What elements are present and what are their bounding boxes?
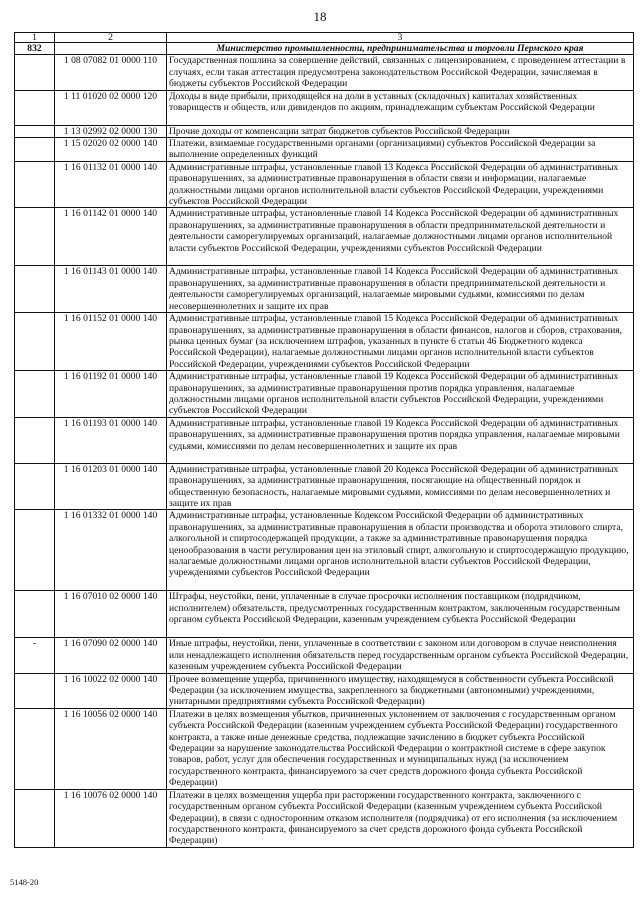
- table-row: [15, 463, 634, 510]
- table-row: [15, 208, 634, 266]
- row-mark-cell: -: [15, 638, 55, 673]
- budget-code-cell: 1 16 01142 01 0000 140: [55, 208, 167, 266]
- revenue-description-cell: Административные штрафы, установленные главой 14 Кодекса Российской Федерации об административных правонарушениях, за административные правонарушения в области предпринимательской деятельности и деятельности саморегулируемых организаций, налагаемые должностными лицами органов исполнительной власти субъектов Российской Федерации, учреждениями субъектов Российской Федерации: [167, 208, 634, 266]
- budget-code-cell: 1 16 01192 01 0000 140: [55, 371, 167, 418]
- table-row: [15, 161, 634, 208]
- table-row: [15, 638, 634, 673]
- revenue-description-cell: Платежи, взимаемые государственными органами (организациями) субъектов Российской Федерации за выполнение определенных функций: [167, 138, 634, 162]
- budget-code-cell: 1 16 01132 01 0000 140: [55, 161, 167, 208]
- budget-code-cell: 1 16 01203 01 0000 140: [55, 463, 167, 510]
- budget-codes-table: [14, 32, 634, 848]
- ministry-title: Министерство промышленности, предпринимательства и торговли Пермского края: [167, 43, 634, 55]
- budget-code-cell: 1 16 01332 01 0000 140: [55, 510, 167, 591]
- ministry-empty-cell: [55, 43, 167, 55]
- revenue-description-cell: Штрафы, неустойки, пени, уплаченные в случае просрочки исполнения поставщиком (подрядчиком, исполнителем) обязательств, предусмотренных государственным контрактом, заключенным государственным органом субъекта Российской Федерации, казенным учреждением субъекта Российской Федерации: [167, 591, 634, 638]
- budget-code-cell: 1 16 01143 01 0000 140: [55, 266, 167, 313]
- row-mark-cell: [15, 90, 55, 125]
- table-row: [15, 138, 634, 162]
- budget-code-cell: 1 16 07010 02 0000 140: [55, 591, 167, 638]
- table-row: [15, 591, 634, 638]
- table-row: [15, 313, 634, 371]
- ministry-code: 832: [15, 43, 55, 55]
- revenue-description-cell: Доходы в виде прибыли, приходящейся на доли в уставных (складочных) капиталах хозяйственных товариществ и обществ, или дивидендов по акциям, принадлежащим субъектам Российской Федерации: [167, 90, 634, 125]
- revenue-description-cell: Прочее возмещение ущерба, причиненного имуществу, находящемуся в собственности субъекта Российской Федерации (за исключением имущества, закрепленного за бюджетными (автономными) учреждениями, унитарными предприятиями субъекта Российской Федерации): [167, 673, 634, 708]
- revenue-description-cell: Государственная пошлина за совершение действий, связанных с лицензированием, с проведением аттестации в случаях, если такая аттестация предусмотрена законодательством Российской Федерации, зачисляемая в бюджеты субъектов Российской Федерации: [167, 55, 634, 90]
- table-row: [15, 371, 634, 418]
- row-mark-cell: [15, 463, 55, 510]
- row-mark-cell: [15, 266, 55, 313]
- row-mark-cell: [15, 138, 55, 162]
- row-mark-cell: [15, 417, 55, 463]
- revenue-description-cell: Иные штрафы, неустойки, пени, уплаченные в соответствии с законом или договором в случае неисполнения или ненадлежащего исполнения обязательств перед государственным органом субъекта Российской Федерации, казенным учреждением субъекта Российской Федерации: [167, 638, 634, 673]
- revenue-description-cell: Административные штрафы, установленные главой 20 Кодекса Российской Федерации об административных правонарушениях, за административные правонарушения, посягающие на общественный порядок и общественную безопасность, налагаемые мировыми судьями, комиссиями по делам несовершеннолетних и защите их прав: [167, 463, 634, 510]
- row-mark-cell: [15, 708, 55, 789]
- table-row: [15, 266, 634, 313]
- budget-code-cell: 1 15 02020 02 0000 140: [55, 138, 167, 162]
- table-row: [15, 708, 634, 789]
- revenue-description-cell: Административные штрафы, установленные главой 15 Кодекса Российской Федерации об административных правонарушениях, за административные правонарушения в области финансов, налогов и сборов, страхования, рынка ценных бумаг (за исключением штрафов, указанных в пункте 6 статьи 46 Бюджетного кодекса Российской Федерации), налагаемые должностными лицами органов исполнительной власти субъектов Российской Федерации, учреждениями субъектов Российской Федерации: [167, 313, 634, 371]
- budget-code-cell: 1 11 01020 02 0000 120: [55, 90, 167, 125]
- revenue-description-cell: Административные штрафы, установленные Кодексом Российской Федерации об административных правонарушениях, за административные правонарушения в области производства и оборота этилового спирта, алкогольной и спиртосодержащей продукции, а также за административные правонарушения порядка ценообразования в части регулирования цен на этиловый спирт, алкогольную и спиртосодержащую продукцию, налагаемые должностными лицами органов исполнительной власти субъектов Российской Федерации, учреждениями субъектов Российской Федерации: [167, 510, 634, 591]
- table-row: [15, 90, 634, 125]
- row-mark-cell: [15, 789, 55, 847]
- row-mark-cell: [15, 125, 55, 137]
- page-number: 18: [313, 9, 327, 24]
- table-row: [15, 673, 634, 708]
- budget-code-cell: 1 16 01152 01 0000 140: [55, 313, 167, 371]
- row-mark-cell: [15, 673, 55, 708]
- table-row: [15, 510, 634, 591]
- revenue-description-cell: Административные штрафы, установленные главой 19 Кодекса Российской Федерации об административных правонарушениях, за административные правонарушения против порядка управления, налагаемые мировыми судьями, комиссиями по делам несовершеннолетних и защите их прав: [167, 417, 634, 463]
- column-header-1: 1: [15, 33, 55, 43]
- table-row: [15, 417, 634, 463]
- revenue-description-cell: Платежи в целях возмещения ущерба при расторжении государственного контракта, заключенного с государственным органом субъекта Российской Федерации (казенным учреждением субъекта Российской Федерации), в связи с односторонним отказом исполнителя (подрядчика) от его исполнения (за исключением государственного контракта, финансируемого за счет средств дорожного фонда субъекта Российской Федерации): [167, 789, 634, 847]
- table-row: [15, 125, 634, 137]
- budget-code-cell: 1 08 07082 01 0000 110: [55, 55, 167, 90]
- table-row: [15, 789, 634, 847]
- row-mark-cell: [15, 208, 55, 266]
- row-mark-cell: [15, 313, 55, 371]
- table-row: [15, 55, 634, 90]
- budget-code-cell: 1 16 10022 02 0000 140: [55, 673, 167, 708]
- table-header-row: [15, 33, 634, 43]
- row-mark-cell: [15, 591, 55, 638]
- budget-code-cell: 1 16 07090 02 0000 140: [55, 638, 167, 673]
- revenue-description-cell: Административные штрафы, установленные главой 14 Кодекса Российской Федерации об административных правонарушениях, за административные правонарушения в области предпринимательской деятельности и деятельности саморегулируемых организаций, налагаемые мировыми судьями, комиссиями по делам несовершеннолетних и защите их прав: [167, 266, 634, 313]
- budget-code-cell: 1 16 10076 02 0000 140: [55, 789, 167, 847]
- budget-code-cell: 1 16 01193 01 0000 140: [55, 417, 167, 463]
- row-mark-cell: [15, 510, 55, 591]
- column-header-2: 2: [55, 33, 167, 43]
- row-mark-cell: [15, 161, 55, 208]
- budget-code-cell: 1 13 02992 02 0000 130: [55, 125, 167, 137]
- footer-document-code: 5148-20: [10, 877, 39, 887]
- budget-code-cell: 1 16 10056 02 0000 140: [55, 708, 167, 789]
- revenue-description-cell: Платежи в целях возмещения убытков, причиненных уклонением от заключения с государственным органом субъекта Российской Федерации (казенным учреждением субъекта Российской Федерации) государственного контракта, а также иные денежные средства, подлежащие зачислению в бюджет субъекта Российской Федерации за нарушение законодательства Российской Федерации о контрактной системе в сфере закупок товаров, работ, услуг для обеспечения государственных и муниципальных нужд (за исключением государственного контракта, финансируемого за счет средств дорожного фонда субъекта Российской Федерации): [167, 708, 634, 789]
- revenue-description-cell: Административные штрафы, установленные главой 13 Кодекса Российской Федерации об административных правонарушениях, за административные правонарушения в области связи и информации, налагаемые должностными лицами органов исполнительной власти субъектов Российской Федерации, учреждениями субъектов Российской Федерации: [167, 161, 634, 208]
- revenue-description-cell: Прочие доходы от компенсации затрат бюджетов субъектов Российской Федерации: [167, 125, 634, 137]
- column-header-3: 3: [167, 33, 634, 43]
- ministry-row: [15, 43, 634, 55]
- row-mark-cell: [15, 55, 55, 90]
- row-mark-cell: [15, 371, 55, 418]
- revenue-description-cell: Административные штрафы, установленные главой 19 Кодекса Российской Федерации об административных правонарушениях, за административные правонарушения против порядка управления, налагаемые должностными лицами органов исполнительной власти субъектов Российской Федерации, учреждениями субъектов Российской Федерации: [167, 371, 634, 418]
